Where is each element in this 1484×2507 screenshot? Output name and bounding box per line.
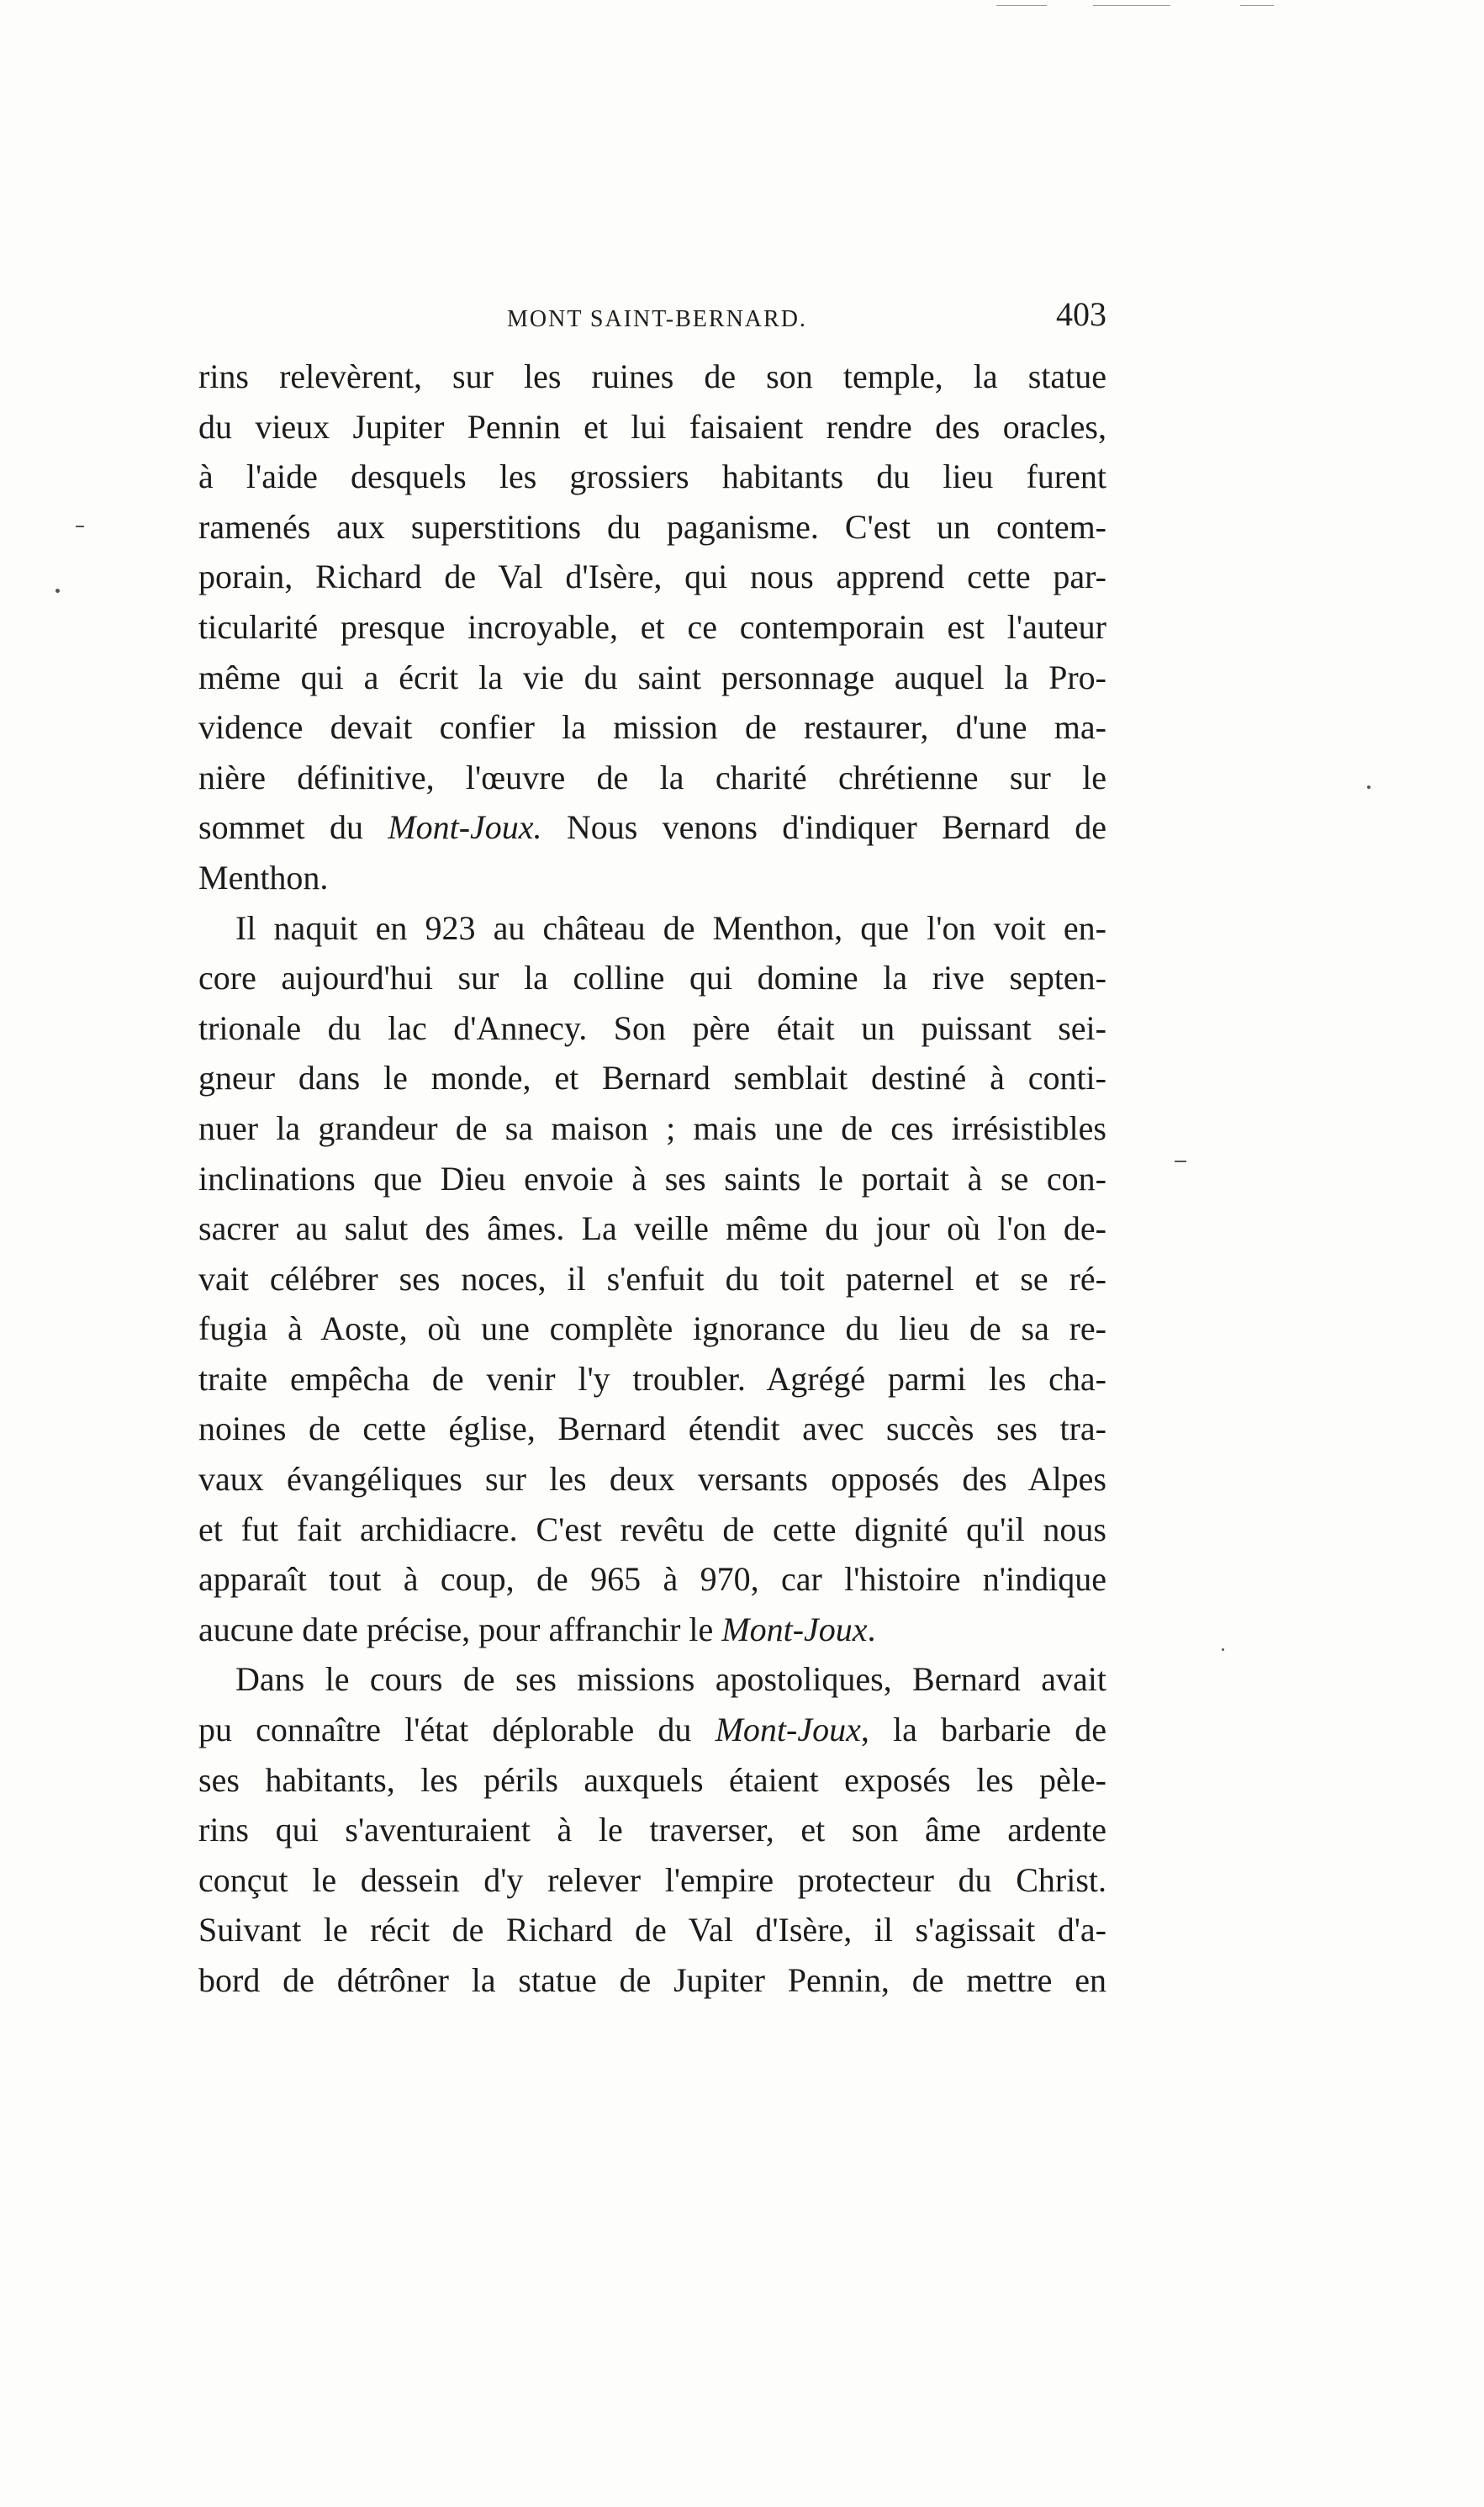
- scan-speck: [76, 526, 84, 527]
- text-line: traite empêcha de venir l'y troubler. Agrégé parmi les cha-: [198, 1359, 1106, 1398]
- text-line: fugia à Aoste, où une complète ignorance du lieu de sa re-: [198, 1309, 1106, 1348]
- text-line: ticularité presque incroyable, et ce contemporain est l'auteur: [198, 607, 1106, 646]
- text-run: pu connaître l'état déplorable du: [198, 1711, 716, 1749]
- text-line: core aujourd'hui sur la colline qui domine la rive septen-: [198, 959, 1106, 997]
- text-run: aucune date précise, pour affranchir le: [198, 1610, 722, 1648]
- text-line: ramenés aux superstitions du paganisme. C'est un contem-: [198, 507, 1106, 546]
- scan-speck: [1222, 1648, 1224, 1651]
- text-run: sommet du: [198, 808, 388, 847]
- scan-speck: [55, 589, 60, 593]
- text-line: bord de détrôner la statue de Jupiter Pennin, de mettre en: [198, 1961, 1106, 1999]
- text-line: et fut fait archidiacre. C'est revêtu de cette dignité qu'il nous: [198, 1510, 1106, 1548]
- text-line: même qui a écrit la vie du saint personnage auquel la Pro-: [198, 658, 1106, 696]
- running-header: [198, 294, 1106, 345]
- text-line: nière définitive, l'œuvre de la charité chrétienne sur le: [198, 758, 1106, 796]
- place-name-italic: Mont-Joux.: [388, 808, 542, 847]
- text-line: sacrer au salut des âmes. La veille même du jour où l'on de-: [198, 1209, 1106, 1248]
- text-line: [198, 802, 1106, 853]
- text-line: inclinations que Dieu envoie à ses saints le portait à se con-: [198, 1159, 1106, 1198]
- scan-mark: [1240, 5, 1274, 6]
- text-line: [198, 1605, 1106, 1655]
- text-line: du vieux Jupiter Pennin et lui faisaient rendre des oracles,: [198, 407, 1106, 446]
- text-line: porain, Richard de Val d'Isère, qui nous apprend cette par-: [198, 558, 1106, 596]
- text-line: noines de cette église, Bernard étendit avec succès ses tra-: [198, 1410, 1106, 1448]
- scan-mark: [1093, 5, 1170, 6]
- text-line: [198, 1705, 1106, 1755]
- text-line: conçut le dessein d'y relever l'empire protecteur du Christ.: [198, 1860, 1106, 1899]
- text-line: nuer la grandeur de sa maison ; mais une de ces irrésistibles: [198, 1108, 1106, 1147]
- text-line: rins qui s'aventuraient à le traverser, et son âme ardente: [198, 1811, 1106, 1849]
- scan-speck: [1367, 785, 1370, 789]
- scan-speck: [1175, 1161, 1186, 1162]
- place-name-italic: Mont-Joux: [721, 1610, 868, 1648]
- running-title: MONT SAINT-BERNARD.: [507, 306, 807, 332]
- text-line: Suivant le récit de Richard de Val d'Isère, il s'agissait d'a-: [198, 1911, 1106, 1949]
- text-run: Nous venons d'indiquer Bernard de: [541, 808, 1106, 847]
- text-run: , la barbarie de: [860, 1711, 1106, 1749]
- place-name-italic: Mont-Joux: [715, 1711, 861, 1749]
- text-line: rins relevèrent, sur les ruines de son temple, la statue: [198, 357, 1106, 395]
- text-line: vidence devait confier la mission de restaurer, d'une ma-: [198, 708, 1106, 747]
- text-line: vaux évangéliques sur les deux versants opposés des Alpes: [198, 1460, 1106, 1499]
- body-text: [198, 352, 1106, 2006]
- scan-mark: [996, 5, 1047, 6]
- text-line: ses habitants, les périls auxquels étaient exposés les pèle-: [198, 1760, 1106, 1799]
- text-line: à l'aide desquels les grossiers habitants du lieu furent: [198, 458, 1106, 496]
- text-line-paragraph-start: Il naquit en 923 au château de Menthon, que l'on voit en-: [235, 908, 1106, 947]
- text-line: apparaît tout à coup, de 965 à 970, car l'histoire n'indique: [198, 1560, 1106, 1599]
- text-line: vait célébrer ses noces, il s'enfuit du toit paternel et se ré-: [198, 1259, 1106, 1298]
- page-number: 403: [1056, 295, 1106, 333]
- text-run: .: [867, 1610, 876, 1648]
- text-line-paragraph-start: Dans le cours de ses missions apostoliques, Bernard avait: [235, 1660, 1106, 1699]
- text-line: Menthon.: [198, 858, 329, 896]
- text-line: trionale du lac d'Annecy. Son père était un puissant sei-: [198, 1008, 1106, 1047]
- text-line: gneur dans le monde, et Bernard semblait destiné à conti-: [198, 1059, 1106, 1097]
